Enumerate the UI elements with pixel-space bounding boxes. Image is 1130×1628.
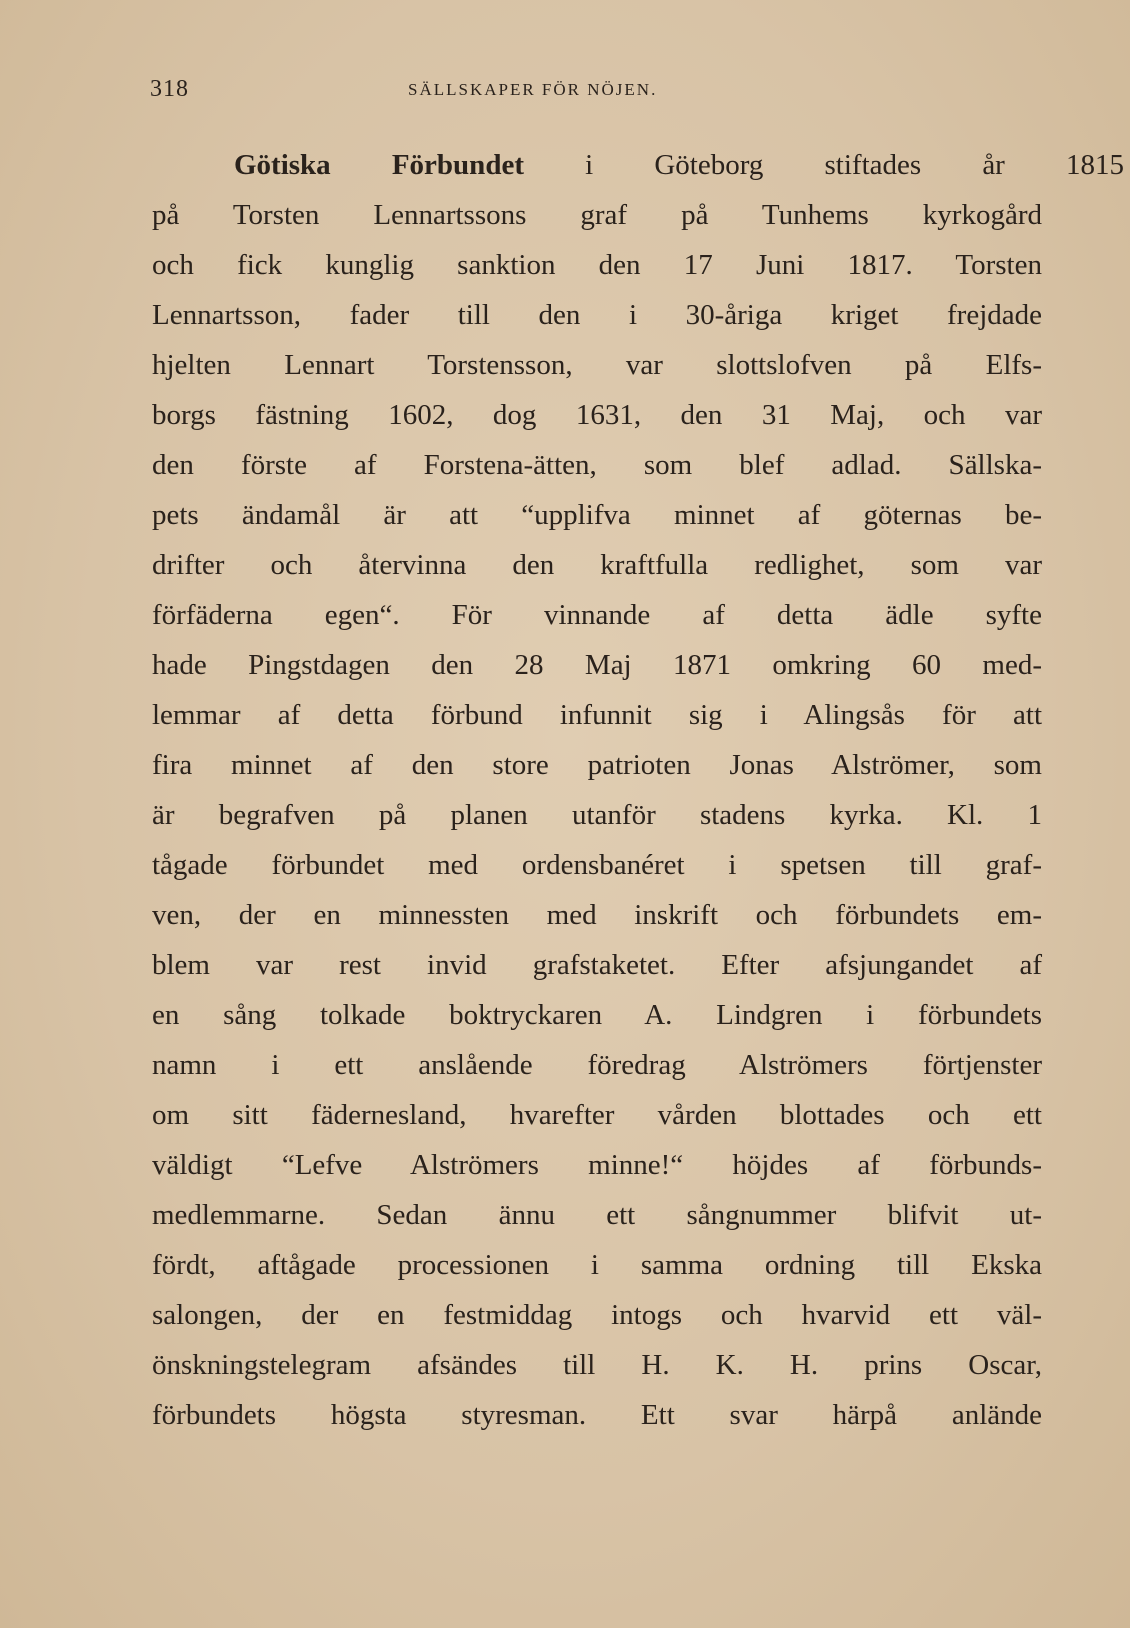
text-line: är begrafven på planen utanför stadens kyrka. Kl. 1 [152,799,1042,831]
text-line: om sitt fädernesland, hvarefter vården blottades och ett [152,1099,1042,1131]
text-line: medlemmarne. Sedan ännu ett sångnummer blifvit ut- [152,1199,1042,1231]
text-line: väldigt “Lefve Alströmers minne!“ höjdes af förbunds- [152,1149,1042,1181]
text-line: hade Pingstdagen den 28 Maj 1871 omkring 60 med- [152,649,1042,681]
text-line: salongen, der en festmiddag intogs och hvarvid ett väl- [152,1299,1042,1331]
text-line: önskningstelegram afsändes till H. K. H. prins Oscar, [152,1349,1042,1381]
page-number: 318 [150,76,189,102]
text-line: förbundets högsta styresman. Ett svar härpå anlände [152,1399,1042,1431]
page-header [150,76,830,110]
text-line: Lennartsson, fader till den i 30-åriga kriget frejdade [152,299,1042,331]
text-line: den förste af Forstena-ätten, som blef adlad. Sällska- [152,449,1042,481]
text-line: pets ändamål är att “upplifva minnet af göternas be- [152,499,1042,531]
text-line: fördt, aftågade processionen i samma ordning till Ekska [152,1249,1042,1281]
text-line: tågade förbundet med ordensbanéret i spetsen till graf- [152,849,1042,881]
text-line: förfäderna egen“. För vinnande af detta ädle syfte [152,599,1042,631]
text-line: och fick kunglig sanktion den 17 Juni 1817. Torsten [152,249,1042,281]
text-line: hjelten Lennart Torstensson, var slottslofven på Elfs- [152,349,1042,381]
text-line: namn i ett anslående föredrag Alströmers förtjenster [152,1049,1042,1081]
text-line: borgs fästning 1602, dog 1631, den 31 Maj, och var [152,399,1042,431]
text-line: en sång tolkade boktryckaren A. Lindgren i förbundets [152,999,1042,1031]
text-line: ven, der en minnessten med inskrift och förbundets em- [152,899,1042,931]
text-line: lemmar af detta förbund infunnit sig i Alingsås för att [152,699,1042,731]
text-line: fira minnet af den store patrioten Jonas Alströmer, som [152,749,1042,781]
text-line: blem var rest invid grafstaketet. Efter afsjungandet af [152,949,1042,981]
text-line: drifter och återvinna den kraftfulla redlighet, som var [152,549,1042,581]
body-paragraph [152,140,1124,1440]
text-line [152,140,1124,190]
running-head: SÄLLSKAPER FÖR NÖJEN. [408,80,658,99]
text-line-fragment: i Göteborg stiftades år 1815 [523,149,1124,181]
text-line: på Torsten Lennartssons graf på Tunhems kyrkogård [152,199,1042,231]
lead-heading: Götiska Förbundet [234,149,524,181]
